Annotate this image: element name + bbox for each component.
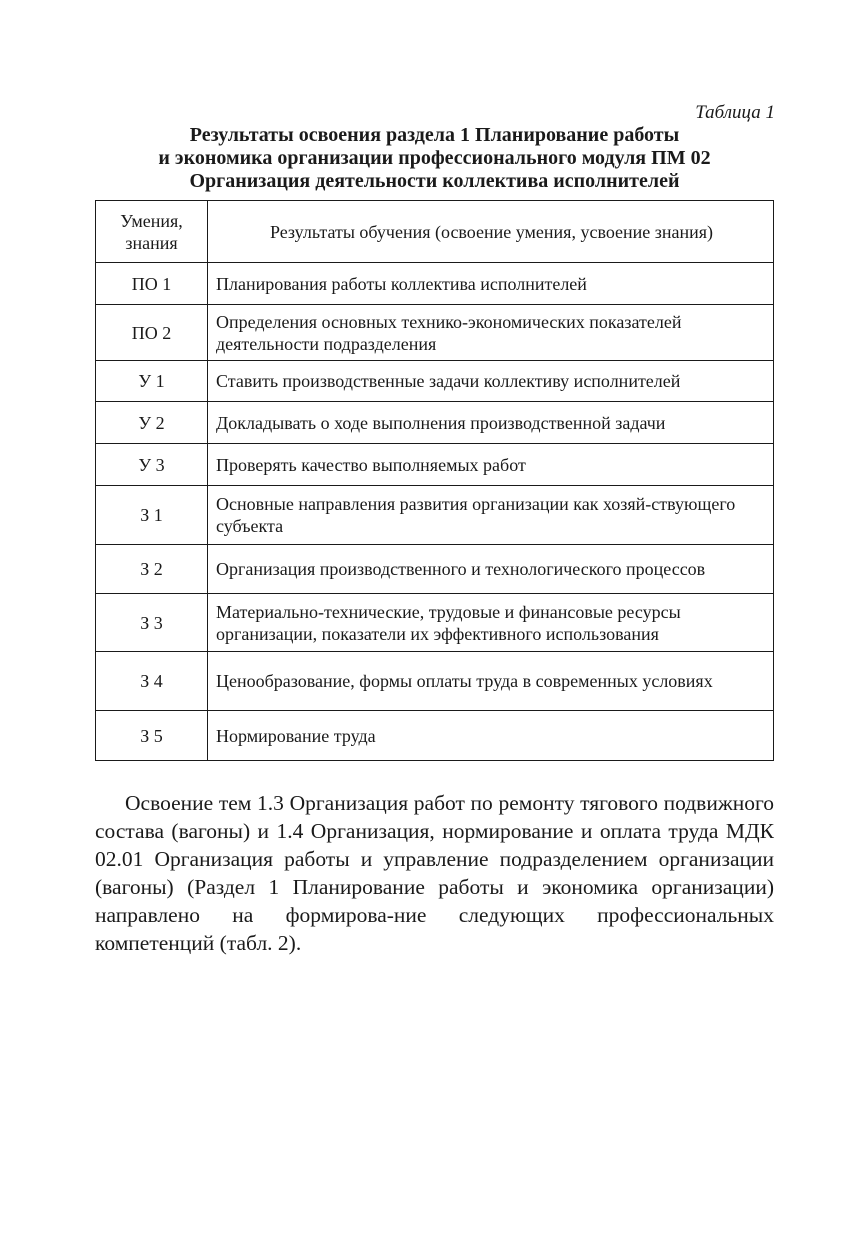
row-text: Основные направления развития организации как хозяй-ствующего субъекта	[208, 486, 774, 545]
table-row	[96, 361, 774, 402]
table-row	[96, 711, 774, 761]
table-row	[96, 545, 774, 594]
row-code: У 1	[96, 361, 208, 402]
body-paragraph: Освоение тем 1.3 Организация работ по ремонту тягового подвижного состава (вагоны) и 1.4 Организация, нормирование и оплата труда МДК 02.01 Организация работы и управление подразделением организации (вагоны) (Раздел 1 Планирование работы и экономика организации) направлено на формирова-ние следующих профессиональных компетенций (табл. 2).	[95, 791, 774, 955]
table-row	[96, 305, 774, 361]
table-row	[96, 486, 774, 545]
row-text: Планирования работы коллектива исполнителей	[208, 263, 774, 305]
table-header-row	[96, 201, 774, 263]
row-code: У 3	[96, 444, 208, 486]
row-text: Докладывать о ходе выполнения производственной задачи	[208, 402, 774, 444]
table-row	[96, 652, 774, 711]
row-code: ПО 1	[96, 263, 208, 305]
table-title	[95, 124, 774, 193]
row-text: Определения основных технико-экономических показателей деятельности подразделения	[208, 305, 774, 361]
row-code: У 2	[96, 402, 208, 444]
table-row	[96, 594, 774, 652]
table-row	[96, 402, 774, 444]
table-row	[96, 444, 774, 486]
header-skills-knowledge	[96, 201, 208, 263]
table-caption: Таблица 1	[695, 102, 775, 123]
row-code: З 1	[96, 486, 208, 545]
header-learning-results: Результаты обучения (освоение умения, усвоение знания)	[208, 201, 774, 263]
title-line-2: и экономика организации профессионального модуля ПМ 02	[158, 147, 711, 169]
row-text: Ставить производственные задачи коллективу исполнителей	[208, 361, 774, 402]
table-row	[96, 263, 774, 305]
row-code: З 2	[96, 545, 208, 594]
row-text: Материально-технические, трудовые и финансовые ресурсы организации, показатели их эффективного использования	[208, 594, 774, 652]
row-text: Ценообразование, формы оплаты труда в современных условиях	[208, 652, 774, 711]
row-code: З 5	[96, 711, 208, 761]
row-text: Проверять качество выполняемых работ	[208, 444, 774, 486]
title-line-1: Результаты освоения раздела 1 Планирование работы	[189, 124, 680, 146]
row-code: З 3	[96, 594, 208, 652]
row-code: ПО 2	[96, 305, 208, 361]
title-line-3: Организация деятельности коллектива исполнителей	[189, 170, 680, 192]
header-skills-knowledge-label: Умения, знания	[120, 210, 183, 253]
results-table	[95, 200, 774, 761]
row-text: Организация производственного и технологического процессов	[208, 545, 774, 594]
row-code: З 4	[96, 652, 208, 711]
row-text: Нормирование труда	[208, 711, 774, 761]
